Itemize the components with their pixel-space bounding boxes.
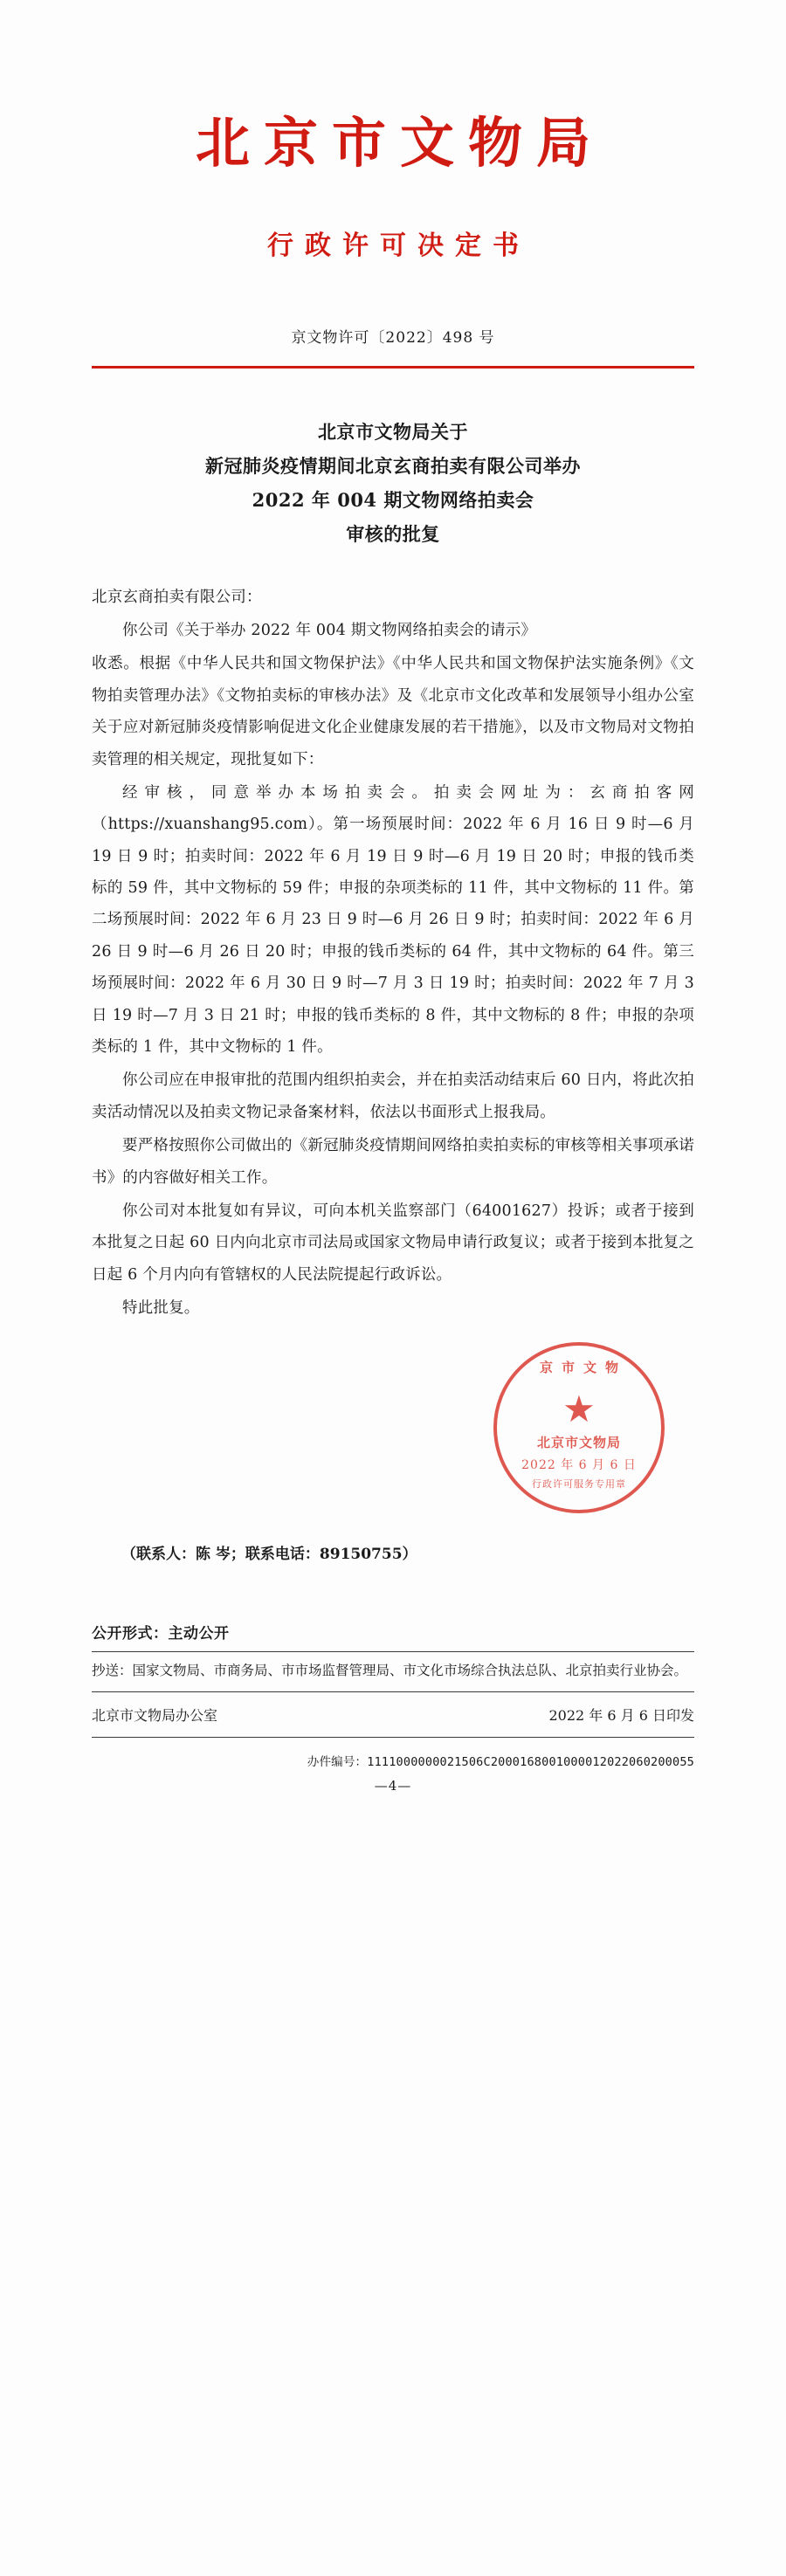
body-paragraph-7: 特此批复。: [122, 1299, 200, 1318]
document-body: [92, 582, 694, 1325]
addressee: 北京玄商拍卖有限公司：: [92, 588, 262, 606]
body-paragraph-2: 收悉。根据《中华人民共和国文物保护法》《中华人民共和国文物保护法实施条例》《文物拍卖管理办法》《文物拍卖标的审核办法》及《北京市文化改革和发展领导小组办公室关于应对新冠肺炎疫情影响促进文化企业健康发展的若干措施》，以及市文物局对文物拍卖管理的相关规定，现批复如下：: [92, 655, 694, 768]
footer-divider-middle: [92, 1691, 694, 1692]
document-number: 京文物许可〔2022〕498 号: [291, 329, 495, 348]
official-seal: [493, 1342, 665, 1513]
org-title: 北京市文物局: [195, 111, 604, 175]
footer-divider-bottom: [92, 1737, 694, 1738]
star-icon: ★: [562, 1387, 596, 1430]
body-paragraph-1: 你公司《关于举办 2022 年 004 期文物网络拍卖会的请示》: [122, 621, 537, 639]
page-title-line-1: 北京市文物局关于: [318, 421, 468, 444]
page-number: —4—: [374, 1777, 412, 1794]
document-footer: [92, 1621, 694, 1794]
page-title-line-3: 2022 年 004 期文物网络拍卖会: [252, 488, 534, 511]
footer-divider-top: [92, 1651, 694, 1652]
seal-org-name: 北京市文物局: [536, 1434, 621, 1450]
cc-row: [92, 1659, 694, 1683]
page-title-line-4: 审核的批复: [346, 522, 440, 545]
body-paragraph-5: 要严格按照你公司做出的《新冠肺炎疫情期间网络拍卖拍卖标的审核等相关事项承诺书》的内容做好相关工作。: [92, 1137, 694, 1187]
body-paragraph-3: 经审核，同意举办本场拍卖会。拍卖会网址为：玄商拍客网（https://xuanshang95.com）。第一场预展时间：2022 年 6 月 16 日 9 时—6 月 19 日 9 时；拍卖时间：2022 年 6 月 19 日 9 时—6 月 19 日 20 时；申报的钱币类标的 59 件，其中文物标的 59 件；申报的杂项类标的 11 件，其中文物标的 11 件。第二场预展时间：2022 年 6 月 23 日 9 时—6 月 26 日 9 时；拍卖时间：2022 年 6 月 26 日 9 时—6 月 26 日 20 时；申报的钱币类标的 64 件，其中文物标的 64 件。第三场预展时间：2022 年 6 月 30 日 9 时—7 月 3 日 19 时；拍卖时间：2022 年 7 月 3 日 19 时—7 月 3 日 21 时；申报的钱币类标的 8 件，其中文物标的 8 件；申报的杂项类标的 1 件，其中文物标的 1 件。: [92, 783, 694, 1057]
body-paragraph-6: 你公司对本批复如有异议，可向本机关监察部门（64001627）投诉；或者于接到本批复之日起 60 日内向北京市司法局或国家文物局申请行政复议；或者于接到本批复之日起 6 个月内向有管辖权的人民法院提起行政诉讼。: [92, 1202, 694, 1284]
signature-row: [92, 1699, 694, 1728]
cc-value: 国家文物局、市商务局、市市场监督管理局、市文化市场综合执法总队、北京拍卖行业协会。: [132, 1662, 688, 1678]
seal-date: 2022 年 6 月 6 日: [521, 1457, 637, 1472]
red-divider: [92, 366, 694, 368]
archive-value: 1111000000021506C2000168001000012022060200055: [367, 1754, 694, 1769]
body-paragraph-4: 你公司应在申报审批的范围内组织拍卖会，并在拍卖活动结束后 60 日内，将此次拍卖活动情况以及拍卖文物记录备案材料，依法以书面形式上报我局。: [92, 1071, 694, 1121]
archive-row: [92, 1745, 694, 1769]
seal-arc-text: 京市文物: [539, 1359, 627, 1375]
disclosure-row: [92, 1621, 694, 1643]
cc-label: 抄送：: [92, 1662, 133, 1678]
page-title: [92, 416, 694, 551]
issuer-name: 北京市文物局办公室: [92, 1706, 218, 1724]
seal-area: [92, 1326, 694, 1536]
contact-line: （联系人：陈 岑；联系电话：89150755）: [121, 1545, 417, 1563]
document-kind: 行政许可决定书: [267, 231, 530, 262]
archive-label: 办件编号：: [307, 1754, 368, 1769]
disclosure-value: 主动公开: [168, 1624, 230, 1643]
issue-date: 2022 年 6 月 6 日印发: [548, 1706, 694, 1724]
seal-purpose: 行政许可服务专用章: [532, 1477, 626, 1490]
page-title-line-2: 新冠肺炎疫情期间北京玄商拍卖有限公司举办: [205, 455, 581, 478]
disclosure-label: 公开形式：: [92, 1624, 169, 1643]
document-sheet: [92, 0, 694, 2576]
masthead: [92, 0, 694, 368]
